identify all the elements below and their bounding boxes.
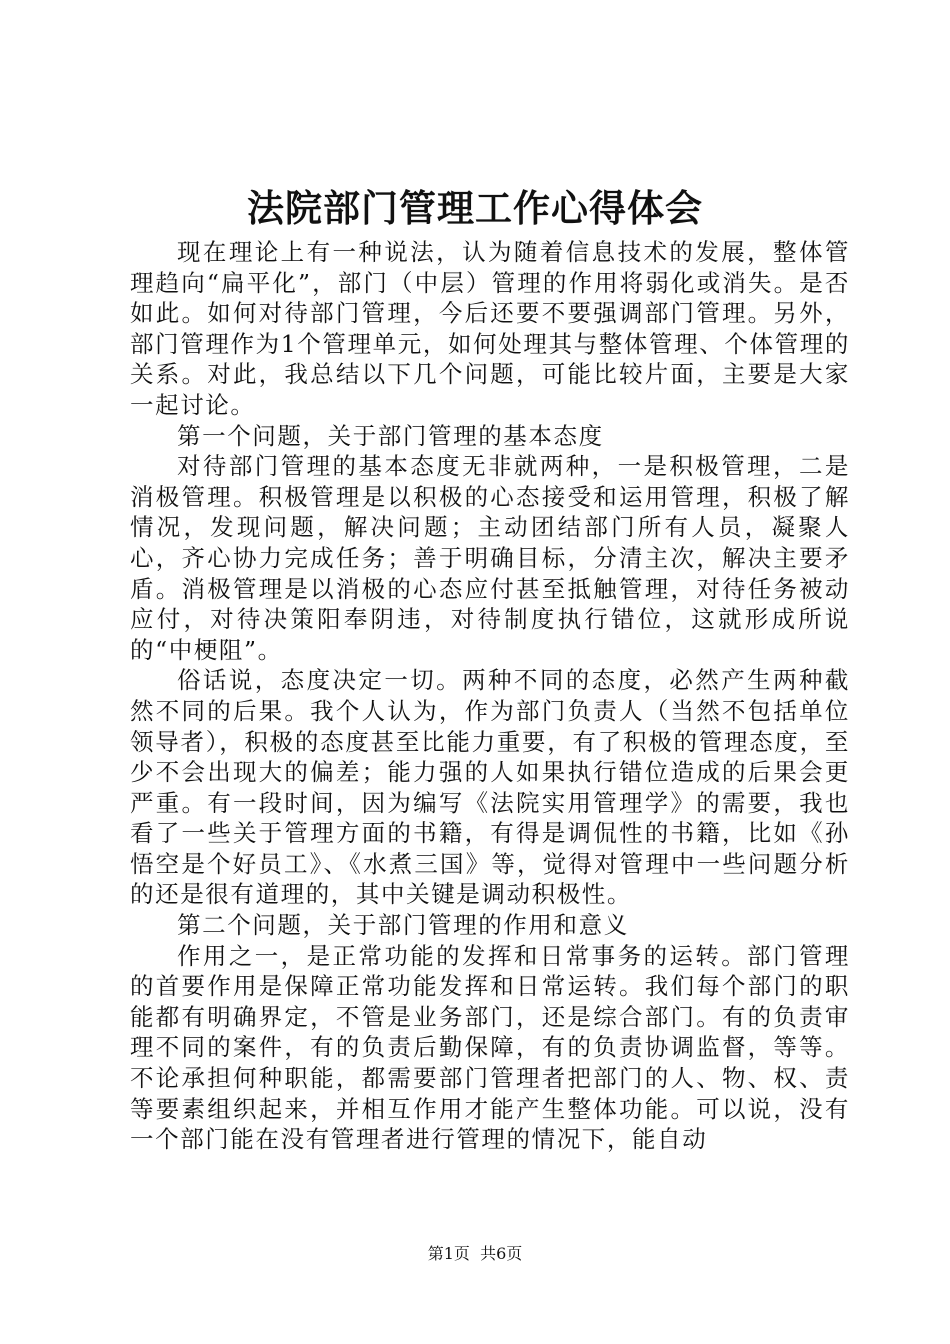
paragraph: 现在理论上有一种说法，认为随着信息技术的发展，整体管理趋向“扁平化”，部门（中层）管理的作用将弱化或消失。是否如此。如何对待部门管理，今后还要不要强调部门管理。另外，部门管理作为1个管理单元，如何处理其与整体管理、个体管理的关系。对此，我总结以下几个问题，可能比较片面，主要是大家一起讨论。 bbox=[130, 238, 850, 419]
paragraph: 作用之一，是正常功能的发挥和日常事务的运转。部门管理的首要作用是保障正常功能发挥和日常运转。我们每个部门的职能都有明确界定，不管是业务部门，还是综合部门。有的负责审理不同的案件，有的负责后勤保障，有的负责协调监督，等等。不论承担何种职能，都需要部门管理者把部门的人、物、权、责等要素组织起来，并相互作用才能产生整体功能。可以说，没有一个部门能在没有管理者进行管理的情况下，能自动 bbox=[130, 941, 850, 1154]
section-heading: 第二个问题，关于部门管理的作用和意义 bbox=[177, 911, 629, 940]
document-body bbox=[130, 237, 850, 1155]
paragraph: 对待部门管理的基本态度无非就两种，一是积极管理，二是消极管理。积极管理是以积极的心态接受和运用管理，积极了解情况，发现问题，解决问题；主动团结部门所有人员，凝聚人心，齐心协力完成任务；善于明确目标，分清主次，解决主要矛盾。消极管理是以消极的心态应付甚至抵触管理，对待任务被动应付，对待决策阳奉阴违，对待制度执行错位，这就形成所说的“中梗阻”。 bbox=[130, 452, 850, 664]
page-footer bbox=[0, 1243, 950, 1265]
document-title: 法院部门管理工作心得体会 bbox=[247, 186, 703, 230]
section-heading: 第一个问题，关于部门管理的基本态度 bbox=[177, 421, 604, 450]
footer-spacer bbox=[470, 1244, 480, 1263]
page-total: 共6页 bbox=[480, 1244, 523, 1263]
page-number: 第1页 bbox=[427, 1244, 470, 1263]
paragraph: 俗话说，态度决定一切。两种不同的态度，必然产生两种截然不同的后果。我个人认为，作为部门负责人（当然不包括单位领导者），积极的态度甚至比能力重要，有了积极的管理态度，至少不会出现大的偏差；能力强的人如果执行错位造成的后果会更严重。有一段时间，因为编写《法院实用管理学》的需要，我也看了一些关于管理方面的书籍，有得是调侃性的书籍，比如《孙悟空是个好员工》、《水煮三国》等，觉得对管理中一些问题分析的还是很有道理的，其中关键是调动积极性。 bbox=[130, 666, 850, 909]
